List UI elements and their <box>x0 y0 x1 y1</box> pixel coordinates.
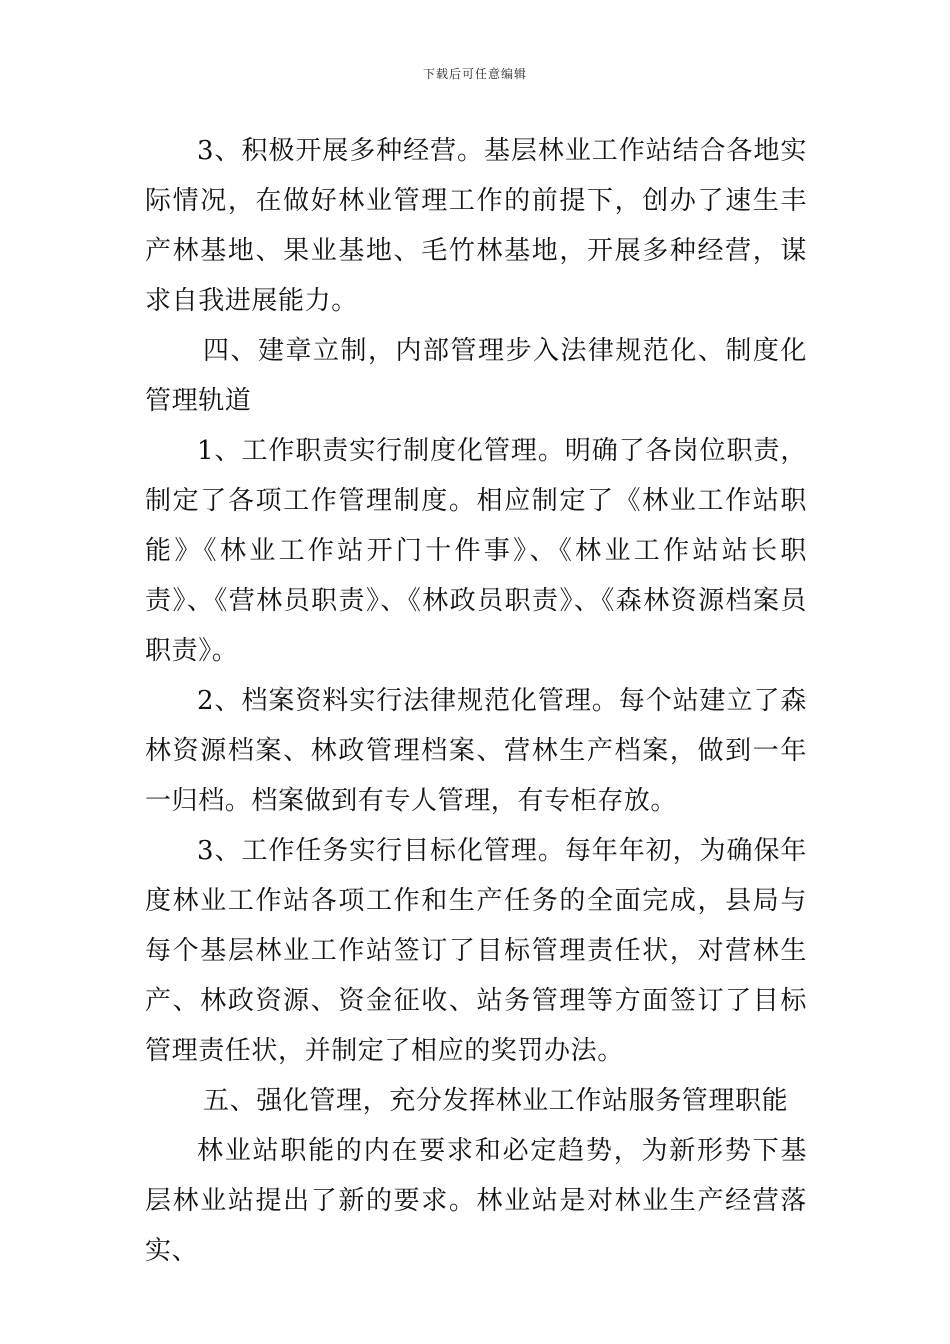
paragraph-target-management: 3、工作任务实行目标化管理。每年年初，为确保年度林业工作站各项工作和生产任务的全面完成，县局与每个基层林业工作站签订了目标管理责任状，对营林生产、林政资源、资金征收、站务管理等方面签订了目标管理责任状，并制定了相应的奖罚办法。 <box>145 836 807 1066</box>
document-body <box>145 126 807 1276</box>
section-heading-five: 五、强化管理，充分发挥林业工作站服务管理职能 <box>203 1086 789 1116</box>
paragraph-archive-management: 2、档案资料实行法律规范化管理。每个站建立了森林资源档案、林政管理档案、营林生产档案，做到一年一归档。档案做到有专人管理，有专柜存放。 <box>145 686 807 816</box>
section-heading-four: 四、建章立制，内部管理步入法律规范化、制度化管理轨道 <box>145 336 807 416</box>
paragraph-station-functions: 林业站职能的内在要求和必定趋势，为新形势下基层林业站提出了新的要求。林业站是对林业生产经营落实、 <box>145 1136 807 1266</box>
page-header: 下载后可任意编辑 <box>422 67 527 81</box>
paragraph-diversified-operations: 3、积极开展多种经营。基层林业工作站结合各地实际情况，在做好林业管理工作的前提下，创办了速生丰产林基地、果业基地、毛竹林基地，开展多种经营，谋求自我进展能力。 <box>145 136 807 316</box>
paragraph-job-responsibilities: 1、工作职责实行制度化管理。明确了各岗位职责，制定了各项工作管理制度。相应制定了《林业工作站职能》《林业工作站开门十件事》、《林业工作站站长职责》、《营林员职责》、《林政员职责》、《森林资源档案员职责》。 <box>145 436 807 666</box>
